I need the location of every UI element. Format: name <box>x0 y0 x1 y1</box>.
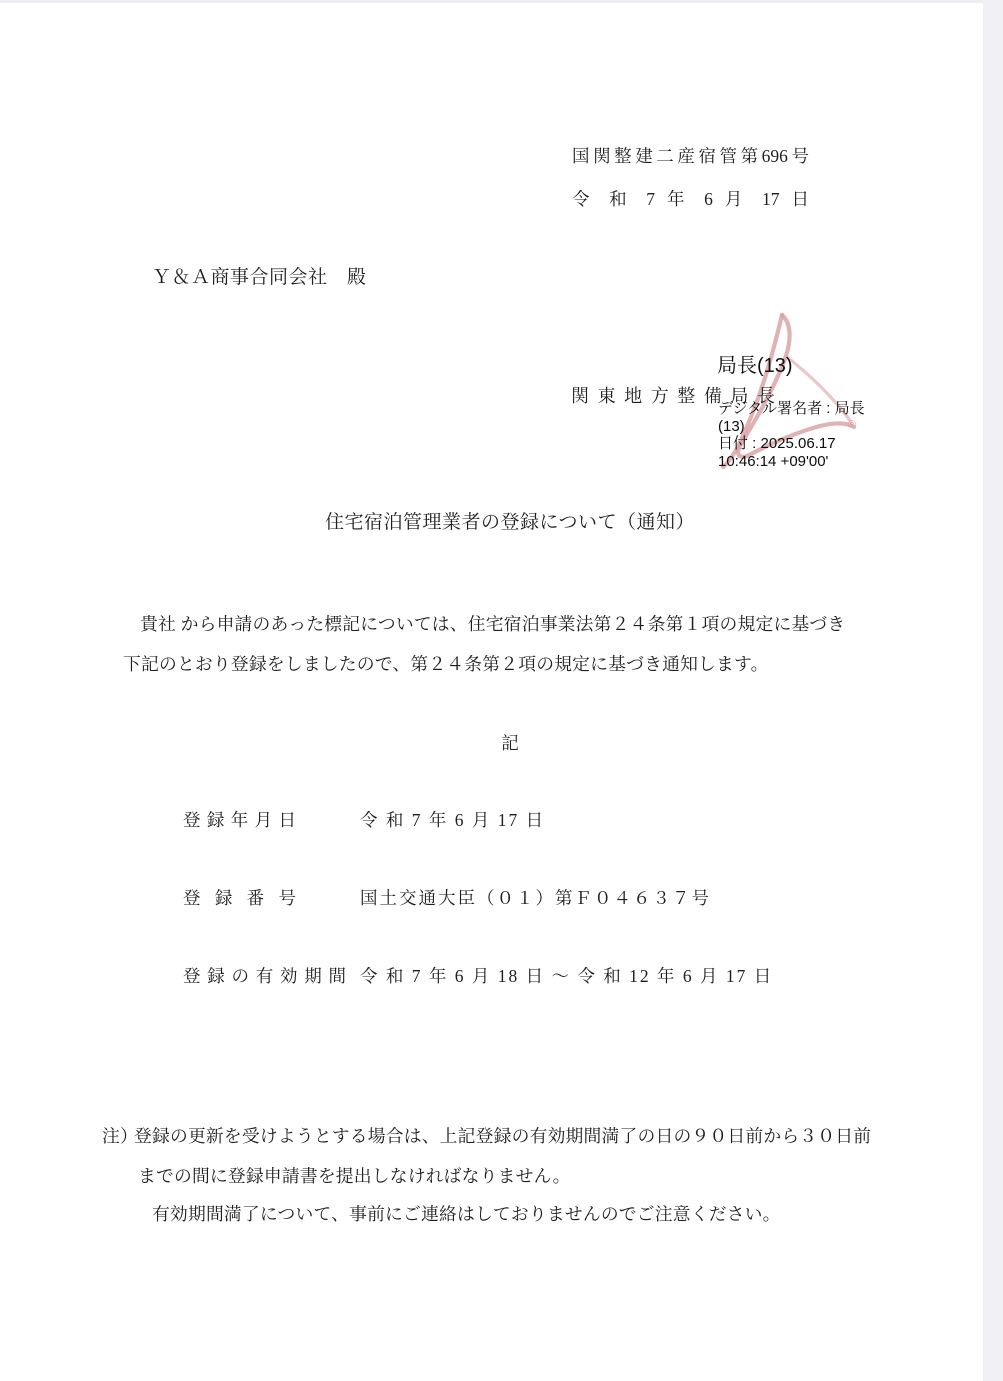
body-paragraph-line: 貴社 から申請のあった標記については、住宅宿泊事業法第２４条第１項の規定に基づき <box>140 614 846 634</box>
registration-number-label: 登録番号 <box>183 888 296 908</box>
registration-date-value: 令 和 7 年 6 月 17 日 <box>360 810 546 830</box>
digital-signature-line: デジタル署名者 : 局長 <box>718 400 865 417</box>
note-line: 登録の更新を受けようとする場合は、上記登録の有効期間満了の日の９０日前から３０日前 <box>134 1126 872 1146</box>
addressee: Ｙ＆Ａ商事合同会社 殿 <box>152 267 367 288</box>
document-number: 国関整建二産宿管第696号 <box>572 146 809 166</box>
validity-period-value: 令 和 7 年 6 月 18 日 ～ 令 和 12 年 6 月 17 日 <box>360 966 774 986</box>
note-marker: 注） <box>102 1126 138 1146</box>
document-title: 住宅宿泊管理業者の登録について（通知） <box>324 512 696 533</box>
digital-signature-line: 日付 : 2025.06.17 <box>718 435 836 453</box>
digital-signature-line: 10:46:14 +09'00' <box>718 452 829 470</box>
page-top-edge <box>0 0 1003 3</box>
digital-signature <box>718 400 865 470</box>
registered-trademark-icon: ® <box>848 419 857 431</box>
director-stamp: 局長(13) <box>717 355 793 377</box>
section-marker-ki: 記 <box>501 733 519 753</box>
page-right-edge <box>983 0 1003 1381</box>
note-line: 有効期間満了について、事前にご連絡はしておりませんのでご注意ください。 <box>152 1204 781 1224</box>
registration-number-value: 国土交通大臣（０１）第Ｆ０４６３７号 <box>360 888 711 908</box>
digital-signature-line: (13) <box>718 417 745 435</box>
validity-period-label: 登録の有効期間 <box>183 966 346 986</box>
registration-date-label: 登録年月日 <box>183 810 296 830</box>
issue-date: 令 和 7 年 6 月 17 日 <box>572 189 809 209</box>
body-paragraph-line: 下記のとおり登録をしましたので、第２４条第２項の規定に基づき通知します。 <box>123 654 769 674</box>
office-title: 関東地方整備局長 <box>571 386 775 406</box>
note-line: までの間に登録申請書を提出しなければなりません。 <box>138 1166 571 1186</box>
